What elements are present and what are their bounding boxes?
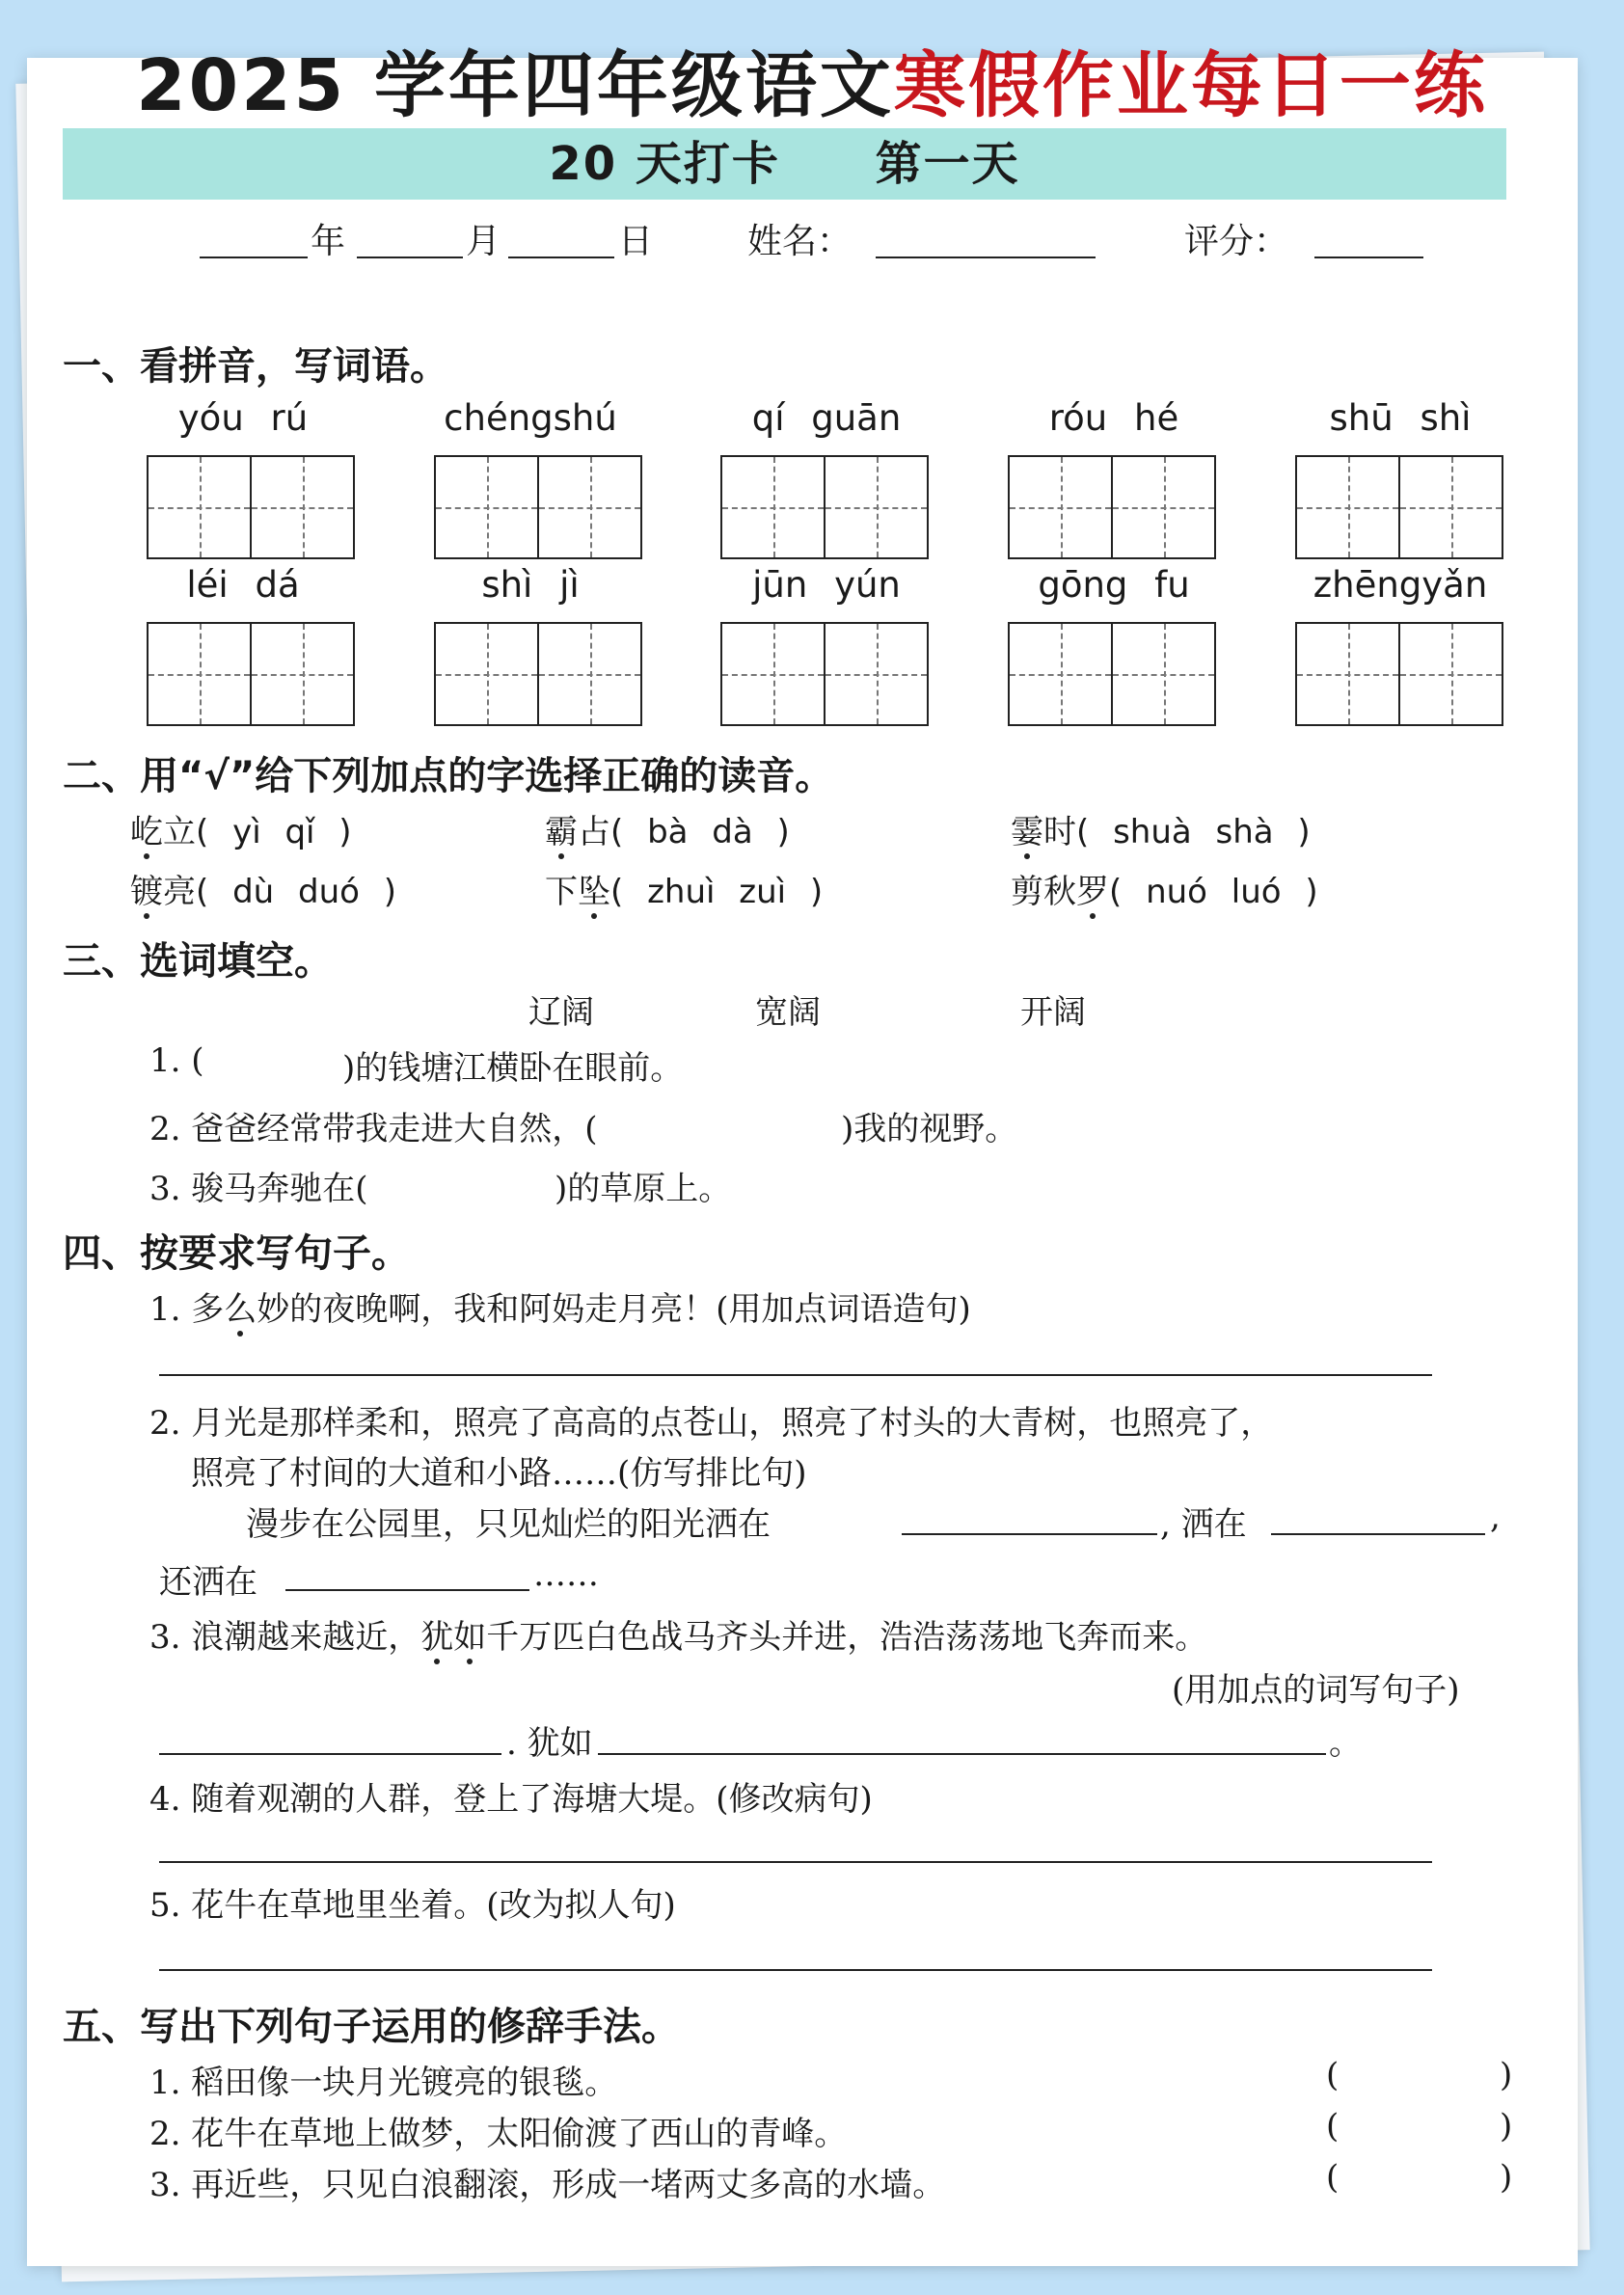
day-label: 日 [618,222,654,261]
month-label: 月 [466,222,501,261]
dotted-char: 么 [224,1290,257,1329]
dotted-char: 罗 [1076,873,1109,911]
fill-q1-start: 1. ( [149,1041,204,1080]
fill-q3-end: )的草原上。 [555,1170,732,1208]
answer-line[interactable] [159,1969,1432,1971]
choice-item: 霎时( shuà shà ) [1011,813,1311,851]
answer-line[interactable] [902,1533,1157,1535]
pinyin-options[interactable]: ( yì qǐ ) [196,813,352,851]
writing-grid[interactable] [1295,622,1503,726]
section-4-heading: 四、按要求写句子。 [63,1231,410,1276]
pinyin-1: yóu rú [177,397,309,439]
sentence-q1: 1. 多么妙的夜晚啊，我和阿妈走月亮！(用加点词语造句) [149,1290,971,1329]
ellipsis: …… [533,1555,599,1594]
dotted-char: 屹 [130,813,163,851]
dotted-char: 镀 [130,873,163,911]
choice-item: 下坠( zhuì zuì ) [545,873,824,911]
writing-grid[interactable] [1008,455,1216,559]
page-title [0,29,1624,131]
writing-grid[interactable] [434,622,642,726]
answer-line[interactable] [159,1753,501,1755]
choice-item: 霸占( bà dà ) [545,813,790,851]
answer-paren-close: ) [1500,2158,1513,2197]
pinyin-6: léi dá [186,564,300,606]
rhetoric-q3: 3. 再近些，只见白浪翻滚，形成一堵两丈多高的水墙。 [149,2166,946,2204]
sentence-q2-prompt: 漫步在公园里，只见灿烂的阳光洒在 [246,1505,771,1544]
fill-q2-end: )我的视野。 [841,1110,1018,1148]
writing-grid[interactable] [720,455,929,559]
sentence-q3: 3. 浪潮越来越近，犹如千万匹白色战马齐头并进，浩浩荡荡地飞奔而来。 [149,1618,1208,1657]
day-blank[interactable] [508,256,614,258]
dotted-char: 霸 [545,813,578,851]
pinyin-7: shì jì [481,564,580,606]
choice-item: 镀亮( dù duó ) [130,873,397,911]
sentence-q3-connector: . 犹如 [506,1724,593,1763]
pinyin-options[interactable]: ( bà dà ) [610,813,790,851]
pinyin-2: chéngshú [444,397,617,439]
section-1-heading: 一、看拼音，写词语。 [63,344,448,389]
score-blank[interactable] [1314,256,1423,258]
sentence-q2-line1: 2. 月光是那样柔和，照亮了高高的点苍山，照亮了村头的大青树，也照亮了， [149,1404,1274,1443]
writing-grid[interactable] [1008,622,1216,726]
pinyin-3: qí guān [751,397,902,439]
sentence-q4: 4. 随着观潮的人群，登上了海塘大堤。(修改病句) [149,1780,873,1819]
word-option: 宽阔 [755,993,821,1032]
writing-grid[interactable] [147,455,355,559]
section-3-heading: 三、选词填空。 [63,939,333,984]
sentence-q3-period: 。 [1329,1724,1362,1763]
answer-line[interactable] [1271,1533,1485,1535]
answer-line[interactable] [159,1861,1432,1863]
score-label: 评分： [1184,222,1289,261]
answer-paren-open[interactable]: ( [1326,2158,1340,2197]
pinyin-4: róu hé [1048,397,1179,439]
pinyin-10: zhēngyǎn [1313,564,1488,606]
answer-paren-close: ) [1500,2056,1513,2094]
pinyin-5: shū shì [1329,397,1472,439]
answer-line[interactable] [285,1589,529,1591]
section-5-heading: 五、写出下列句子运用的修辞手法。 [63,2005,680,2049]
sentence-q2-prompt2: 还洒在 [159,1563,257,1602]
answer-paren-open[interactable]: ( [1326,2107,1340,2146]
title-black: 2025 学年四年级语文 [136,44,894,127]
fill-q1-end: )的钱塘江横卧在眼前。 [342,1049,684,1088]
answer-line[interactable] [598,1753,1326,1755]
dotted-char: 如 [453,1618,487,1657]
sentence-q5: 5. 花牛在草地里坐着。(改为拟人句) [149,1886,676,1925]
sentence-q2-comma: , [1490,1498,1501,1536]
answer-paren-close: ) [1500,2107,1513,2146]
writing-grid[interactable] [147,622,355,726]
fill-q3-start: 3. 骏马奔驰在( [149,1170,368,1208]
dotted-char: 犹 [420,1618,454,1657]
choice-item: 屹立( yì qǐ ) [130,813,352,851]
rhetoric-q2: 2. 花牛在草地上做梦，太阳偷渡了西山的青峰。 [149,2115,848,2153]
dotted-char: 霎 [1011,813,1043,851]
pinyin-options[interactable]: ( dù duó ) [196,873,397,911]
info-row [0,214,1624,272]
writing-grid[interactable] [434,455,642,559]
answer-paren-open[interactable]: ( [1326,2056,1340,2094]
month-blank[interactable] [357,256,463,258]
word-option: 开阔 [1020,993,1086,1032]
pinyin-options[interactable]: ( shuà shà ) [1076,813,1311,851]
name-label: 姓名： [747,222,853,261]
section-2-heading: 二、用“√”给下列加点的字选择正确的读音。 [63,754,834,798]
name-blank[interactable] [876,256,1096,258]
pinyin-8: jūn yún [752,564,901,606]
dotted-char: 坠 [578,873,610,911]
pinyin-9: gōng fu [1038,564,1190,606]
choice-item: 剪秋罗( nuó luó ) [1011,873,1318,911]
word-option: 辽阔 [528,993,594,1032]
answer-line[interactable] [159,1374,1432,1376]
band-checkin: 20 天打卡 [549,137,780,191]
day-band [63,128,1506,200]
pinyin-options[interactable]: ( nuó luó ) [1109,873,1318,911]
sentence-q2-line2: 照亮了村间的大道和小路……(仿写排比句) [191,1454,807,1493]
writing-grid[interactable] [1295,455,1503,559]
sentence-q3-note: (用加点的词写句子) [1172,1671,1460,1710]
band-day: 第一天 [875,137,1020,191]
writing-grid[interactable] [720,622,929,726]
rhetoric-q1: 1. 稻田像一块月光镀亮的银毯。 [149,2064,618,2102]
year-blank[interactable] [200,256,308,258]
year-label: 年 [311,222,346,261]
pinyin-options[interactable]: ( zhuì zuì ) [610,873,824,911]
title-red: 寒假作业每日一练 [893,44,1488,127]
fill-q2-start: 2. 爸爸经常带我走进大自然，( [149,1110,598,1148]
sentence-q2-sep: , 洒在 [1160,1505,1247,1544]
